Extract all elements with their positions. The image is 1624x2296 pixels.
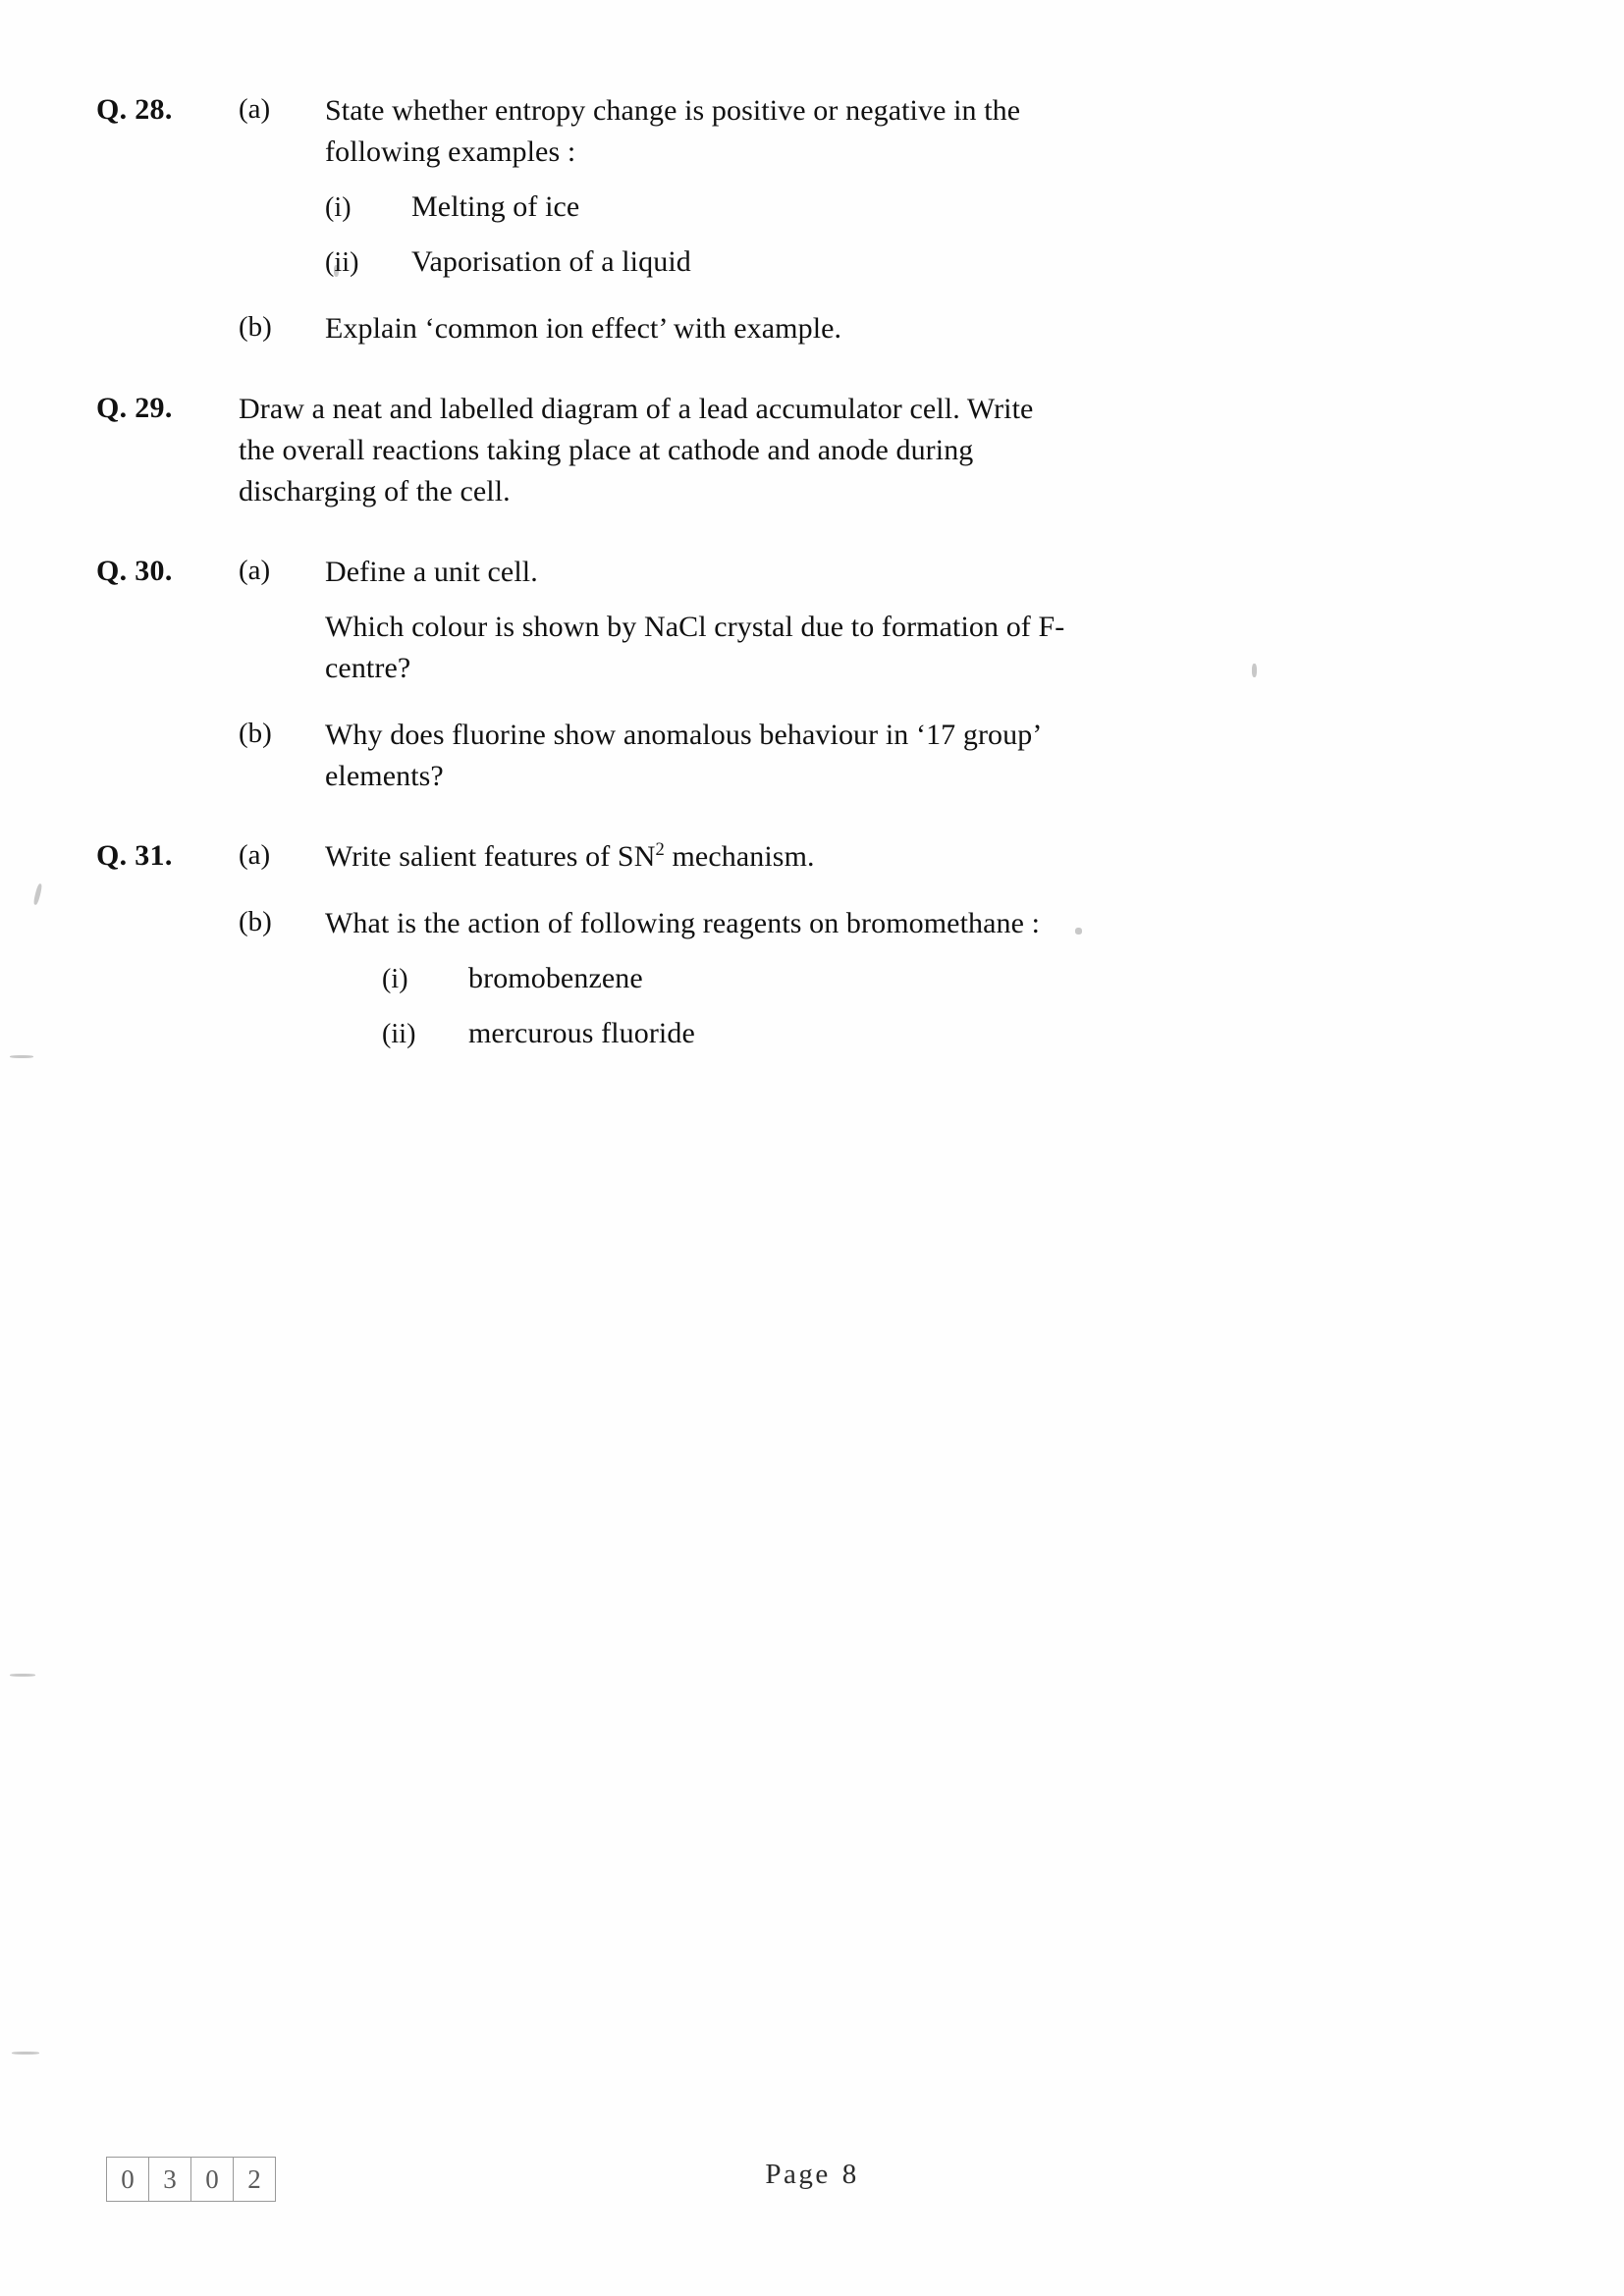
code-digit-2: 3 <box>149 2158 191 2201</box>
question-30-part-a <box>0 552 1624 593</box>
question-31-part-a <box>0 836 1624 878</box>
question-number-31: Q. 31. <box>96 839 173 872</box>
part-text-31a <box>325 836 1110 878</box>
subpart-row-ii <box>325 241 1071 283</box>
part-extra-text-30a: Which colour is shown by NaCl crystal due to formation of F-centre? <box>325 611 1065 684</box>
sn2-superscript: 2 <box>655 839 665 860</box>
part-text-30a: Define a unit cell. <box>325 556 538 588</box>
scan-artifact-speck <box>10 1674 35 1677</box>
question-31b-subpart-ii <box>0 1013 1624 1054</box>
subpart-text-31b-i: bromobenzene <box>468 962 643 994</box>
question-block-31 <box>0 836 1624 1054</box>
question-28a-subpart-i <box>0 187 1624 228</box>
question-number-30: Q. 30. <box>96 555 173 587</box>
part-text-30b: Why does fluorine show anomalous behaviour in ‘17 group’ elements? <box>325 719 1041 792</box>
part-label-30a: (a) <box>239 555 271 586</box>
scan-artifact-speck <box>10 1055 33 1058</box>
part-label-28a: (a) <box>239 93 271 125</box>
question-31-part-b <box>0 903 1624 944</box>
part-label-31a: (a) <box>239 839 271 871</box>
part-text-28b: Explain ‘common ion effect’ with example. <box>325 312 842 345</box>
question-list <box>0 0 1624 1054</box>
question-28-part-b <box>0 308 1624 349</box>
question-number-29: Q. 29. <box>96 392 173 424</box>
question-30-part-b <box>0 715 1624 797</box>
scan-artifact-speck <box>12 2052 39 2055</box>
page-number-value: 8 <box>841 2159 859 2190</box>
part-text-31b: What is the action of following reagents on bromomethane : <box>325 907 1041 939</box>
part-label-31b: (b) <box>239 906 272 937</box>
code-digit-4: 2 <box>247 2163 261 2194</box>
page-footer <box>0 2119 1624 2296</box>
subpart-row-31b-i <box>325 958 1128 999</box>
question-block-30 <box>0 552 1624 797</box>
question-29-body <box>0 389 1624 512</box>
page-number-footer <box>0 2159 1624 2191</box>
question-number-28: Q. 28. <box>96 93 173 126</box>
part-text-31a-after: mechanism. <box>664 840 815 873</box>
code-digit-1: 0 <box>107 2158 149 2201</box>
page-label-word: Page <box>765 2159 831 2190</box>
part-text-31a-before: Write salient features of SN <box>325 840 656 873</box>
part-label-28b: (b) <box>239 311 272 343</box>
subpart-label-31b-ii: (ii) <box>382 1019 416 1049</box>
subpart-text-31b-ii: mercurous fluoride <box>468 1017 695 1049</box>
code-digit-3: 0 <box>191 2158 234 2201</box>
question-block-29 <box>0 389 1624 512</box>
question-28a-subpart-ii <box>0 241 1624 283</box>
question-block-28 <box>0 90 1624 349</box>
subpart-label-i: (i) <box>325 192 352 223</box>
part-label-30b: (b) <box>239 718 272 749</box>
question-31b-subpart-i <box>0 958 1624 999</box>
question-28-part-a <box>0 90 1624 173</box>
subpart-text-ii: Vaporisation of a liquid <box>411 245 691 278</box>
subpart-row-31b-ii <box>325 1013 1128 1054</box>
subpart-text-i: Melting of ice <box>411 190 580 223</box>
subpart-label-ii: (ii) <box>325 247 359 278</box>
subpart-label-31b-i: (i) <box>382 964 408 994</box>
part-text-28a: State whether entropy change is positive or negative in the following examples : <box>325 94 1021 168</box>
question-29-text: Draw a neat and labelled diagram of a lead accumulator cell. Write the overall reactions taking place at cathode and anode during discharging of the cell. <box>239 393 1034 507</box>
question-30a-extra <box>0 607 1624 689</box>
subpart-row-i <box>325 187 1071 228</box>
